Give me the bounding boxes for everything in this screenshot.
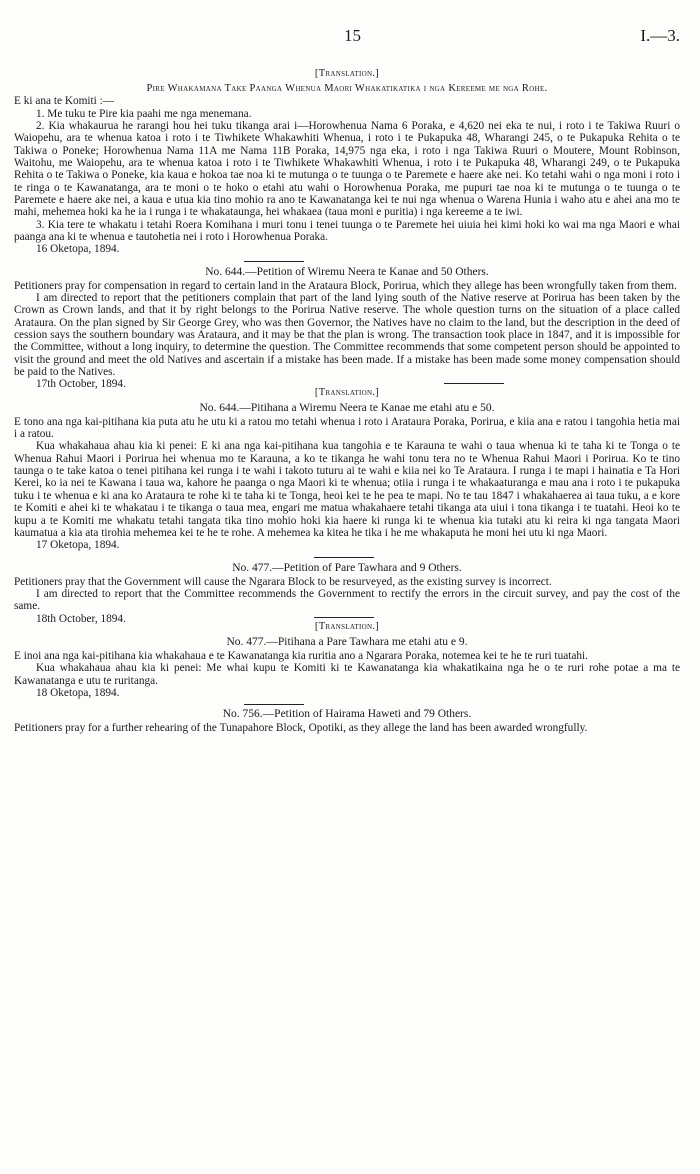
page-reference: I.—3. <box>640 26 680 45</box>
date-line: 17th October, 1894. <box>36 378 126 391</box>
petition-prayer: Petitioners pray for compensation in regard to certain land in the Arataura Block, Porirua, which they allege has been wrongfully taken from them. <box>14 279 677 292</box>
bill-title: Pire Whakamana Take Paanga Whenua Maori Whakatikatika i nga Kereeme me nga Rohe. <box>146 83 548 94</box>
divider <box>444 383 504 384</box>
petition-prayer: Petitioners pray for a further rehearing of the Tunapahore Block, Opotiki, as they allege the land has been awarded wrongfully. <box>14 722 588 735</box>
document-page <box>14 26 680 735</box>
date-line: 18 Oketopa, 1894. <box>36 686 120 699</box>
clause-1: 1. Me tuku te Pire kia paahi me nga menemana. <box>36 107 252 120</box>
translation-label: [Translation.] <box>314 620 380 632</box>
petition-title: No. 644.—Petition of Wiremu Neera te Kanae and 50 Others. <box>205 265 489 278</box>
clause-3: 3. Kia tere te whakatu i tetahi Roera Komihana i muri tonu i tenei tuunga o te Paremete hei uiuia hei kimi hoki ko wai ma nga Maori e whai paanga ana ki te whenua e tautohetia nei i roto i Horowhenua Poraka. <box>14 218 680 243</box>
clause-2: 2. Kia whakaurua he rarangi hou hei tuku tikanga arai i—Horowhenua Nama 6 Poraka, e 4,620 nei eka te nui, i roto i te Takiwa Ruuri o Waiopehu, ara te whenua katoa i roto i te Tiwhikete Whakawhiti Whenua, i roto i te Pukapuka 48, Wharangi 245, o te Pukapuka Rehita o te Takiwa o Poneke; Horowhenua Nama 11A me Nama 11B Poraka, 14,975 nga eka, i roto i nga Takiwa Ruuri o Moutere, Mount Robinson, Waitohu, me Waiopehu, ara te whenua katoa i roto i te Tiwhikete Whakawhiti Whenua, i roto i te Pukapuka 48, Wharangi 249, o te Pukapuka Rehita o te Takiwa o Poneke, kia kaua e hokoa tae noa ki te mutunga o te tuunga o te Paremete e haere ake nei. Ko tetahi wahi o nga moni i roto i te ringa o te Kawanatanga, ara te moni o te hoko o etahi atu wahi o Horowhenua Poraka, me pupuri tae noa ki te mutunga o te tuunga o te Paremete e haere ake nei, a kaua e utua kia tino mohio ra ano te Kawanatanga kei te nui nga whenua o Warena Hunia i waho atu e ahei ana mo te mahi, mehemea hoki ka he ia i runga i te whakataunga, hei whakaea (taua moni e puritia) i nga kereeme a te iwi. <box>14 119 680 219</box>
committee-report: I am directed to report that the petitioners complain that part of the land lying south of the Native reserve at Porirua has been taken by the Crown as Crown lands, and that it by right belongs to the Porirua Native reserve. The whole question turns on the situation of a place called Arataura. On the plan signed by Sir George Grey, who was then Governor, the Natives have no claim to the land, but the description in the deed of cession says the southern boundary was Arataura, and it may be that the plan is wrong. The transaction took place in 1847, and it is impossible for the Committee, without a long inquiry, to determine the question. The Committee recommends that some competent person should be appointed to visit the ground and meet the old Natives and ascertain if a mistake has been made. If a mistake has been made some money compensation should be paid to the Natives. <box>14 292 680 379</box>
divider <box>314 557 374 558</box>
translation-label: [Translation.] <box>314 68 380 79</box>
divider <box>244 704 304 705</box>
petition-prayer: E tono ana nga kai-pitihana kia puta atu he utu ki a ratou mo tetahi whenua i roto i Arataura Poraka, Porirua, e kiia ana e ratou i tangohia hetia mai i a ratou. <box>14 415 680 441</box>
page-number: 15 <box>344 26 361 45</box>
committee-report: I am directed to report that the Committee recommends the Government to rectify the errors in the circuit survey, and pay the cost of the same. <box>14 587 680 613</box>
translation-label: [Translation.] <box>314 386 380 398</box>
opening-line: E ki ana te Komiti :— <box>14 95 115 108</box>
petition-prayer: Petitioners pray that the Government will cause the Ngarara Block to be resurveyed, as the existing survey is incorrect. <box>14 575 552 588</box>
petition-title: No. 644.—Pitihana a Wiremu Neera te Kanae me etahi atu e 50. <box>199 401 495 414</box>
petition-title: No. 756.—Petition of Hairama Haweti and 79 Others. <box>222 708 472 721</box>
page-header <box>14 26 680 46</box>
date-line: 16 Oketopa, 1894. <box>36 243 120 256</box>
date-line: 18th October, 1894. <box>36 612 126 625</box>
committee-report: Kua whakahaua ahau kia ki penei: E ki ana nga kai-pitihana kua tangohia e te Karauna te wahi o taua whenua ki te taha ki te Tonga o te Whenua Rahui Maori i Porirua hei whenua mo te Karauna, a ko te tikanga he wahi tonu tera no te Whenua Rahui Maori i Porirua. Ko te tino taunga o te take katoa o tenei pitihana kei runga i te wahi i takoto tuturu ai te wahi e kiia nei ko Te Arataura. I runga i te mapi i hainatia e Ta Hori Kerei, ko ia nei te Kawana i taua wa, kahore he paanga o nga Maori ki te whenua; otiia i runga i te whakaaturanga e mau ana i roto i te pukapuka tuku i te whenua e ki ana ko Arataura te rohe ki te taha ki te Tonga, heoi kei te he pea te mapi. No te tau 1847 i whakahaerea ai taua tuku, a e kore te Komiti e ahei ki te whakatau i te tikanga o taua mea, engari me matua whakahaere tetahi tikanga ata uiui i tona tikanga i te tuatahi. Heoi ko te kupu a te Komiti me whakatu tetahi tangata tika tino mohio hoki kia haere ki runga ki te whenua kia tutaki atu ki reira ki nga tangata Maori kaumatua a kia ata tirohia mehemea kei te he te rohe. A mehemea ka kitea he tika i he me whakaputa he moni hei utu ki nga Maori. <box>14 440 680 539</box>
petition-title: No. 477.—Petition of Pare Tawhara and 9 Others. <box>232 561 462 574</box>
divider <box>314 617 374 618</box>
petition-prayer: E inoi ana nga kai-pitihana kia whakahaua e te Kawanatanga kia ruritia ano a Ngarara Poraka, notemea kei te he te ruri tuatahi. <box>14 649 589 662</box>
date-line: 17 Oketopa, 1894. <box>36 539 120 552</box>
committee-report: Kua whakahaua ahau kia ki penei: Me whai kupu te Komiti ki te Kawanatanga kia whakatikaina nga he o te ruri rohe potae a ma te Kawanatanga e utu te ruritanga. <box>14 662 680 687</box>
divider <box>244 261 304 262</box>
petition-title: No. 477.—Pitihana a Pare Tawhara me etahi atu e 9. <box>226 635 468 648</box>
